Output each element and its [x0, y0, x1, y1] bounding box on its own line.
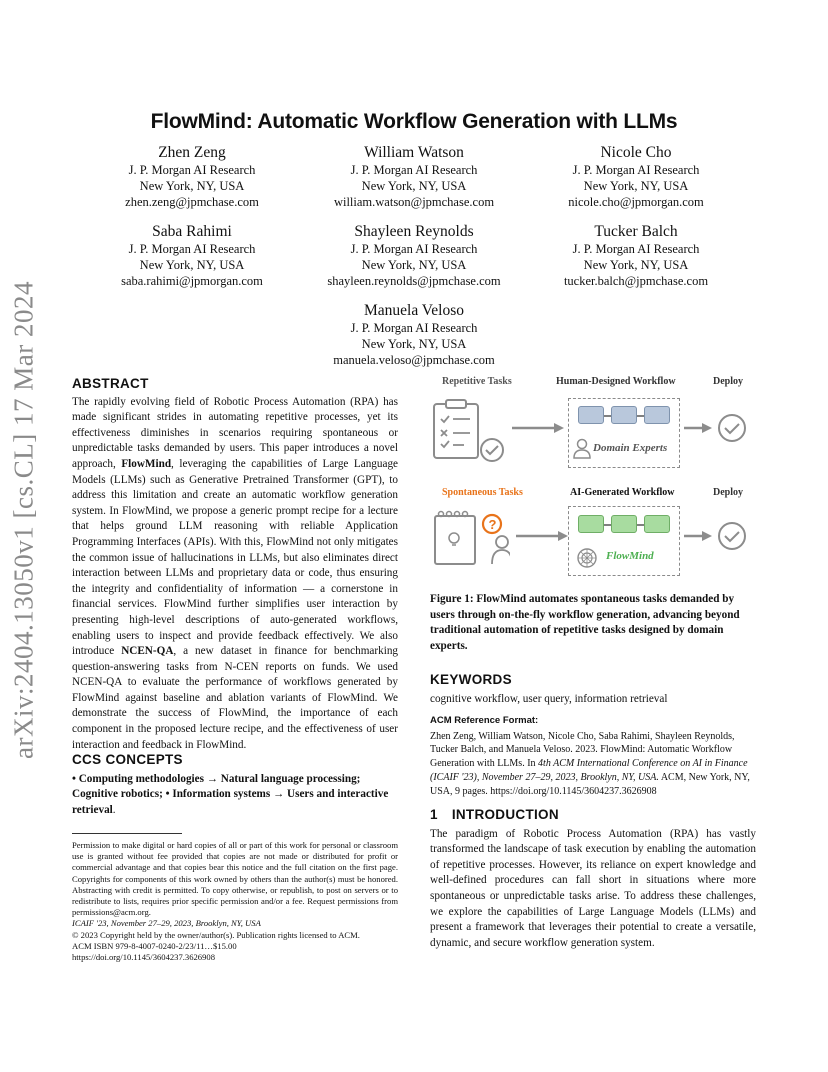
acm-reference-heading: ACM Reference Format:	[430, 715, 539, 726]
author-affiliation: J. P. Morgan AI Research	[350, 242, 478, 256]
author-block	[294, 222, 534, 289]
acm-reference-part: ACM, New York, NY, USA, 9 pages. https://doi.org/10.1145/3604237.3626908	[430, 771, 750, 797]
copyright-text: © 2023 Copyright held by the owner/author(s). Publication rights licensed to ACM.	[72, 929, 360, 940]
permission-footer	[72, 840, 398, 963]
abstract-text-part: The rapidly evolving field of Robotic Process Automation (RPA) has made significant strides in automating repetitive processes, yet its effectiveness diminishes in scenarios requiring spontaneous or unpredictable tasks demanded by users. This paper introduces a novel approach,	[72, 395, 398, 470]
label-deploy-bottom: Deploy	[713, 487, 743, 498]
arrow-right-icon	[514, 530, 570, 542]
doi-text: https://doi.org/10.1145/3604237.3626908	[72, 952, 215, 963]
author-affiliation: J. P. Morgan AI Research	[572, 163, 700, 177]
author-email: shayleen.reynolds@jpmchase.com	[327, 274, 501, 288]
paper-title: FlowMind: Automatic Workflow Generation with LLMs	[150, 110, 678, 133]
introduction-text: The paradigm of Robotic Process Automation (RPA) has vastly transformed the landscape of task execution by enabling the automation of repetitive processes. However, its reliance on expert knowledge and well-defined procedures can fall short in situations where more spontaneous or unpredictable tasks arise. To address these challenges, we explore the capabilities of Large Language Models (LLMs) and present a framework that leverages their potential to create a versatile, dynamic, and secure workflow generation system.	[430, 827, 756, 949]
ccs-text	[72, 772, 398, 819]
workflow-connectors	[578, 522, 670, 528]
acm-reference-venue: 4th ACM International Conference on AI in Finance (ICAIF '23), November 27–29, 2023, Brooklyn, NY, USA.	[430, 758, 748, 783]
label-domain-experts: Domain Experts	[593, 442, 668, 454]
author-location: New York, NY, USA	[361, 258, 467, 272]
author-block	[516, 143, 756, 210]
workflow-connectors	[578, 413, 670, 419]
author-name: William Watson	[364, 144, 464, 161]
figure-caption: Figure 1: FlowMind automates spontaneous tasks demanded by users through on-the-fly workflow generation, advancing beyond traditional automation of repetitive tasks designed by domain experts.	[430, 593, 740, 652]
acm-reference-text	[430, 730, 756, 799]
author-name: Manuela Veloso	[363, 302, 465, 319]
author-email: zhen.zeng@jpmchase.com	[125, 195, 259, 209]
author-location: New York, NY, USA	[361, 179, 467, 193]
ai-brain-icon	[576, 547, 598, 569]
author-location: New York, NY, USA	[139, 179, 245, 193]
author-block	[294, 143, 534, 210]
author-email: tucker.balch@jpmchase.com	[563, 274, 709, 288]
check-circle-icon	[716, 412, 748, 444]
author-location: New York, NY, USA	[583, 258, 689, 272]
author-block	[294, 301, 534, 368]
venue-text: ICAIF '23, November 27–29, 2023, Brooklyn, NY, USA	[72, 918, 261, 929]
abstract-heading: ABSTRACT	[72, 376, 149, 391]
permission-text: Permission to make digital or hard copies of all or part of this work for personal or classroom use is granted without fee provided that copies are not made or distributed for profit or commercial advantage and that copies bear this notice and the full citation on the first page. Copyrights for components of this work owned by others than the author(s) must be honored. Abstracting with credit is permitted. To copy otherwise, or republish, to post on servers or to redistribute to lists, requires prior specific permission and/or a fee. Request permissions from permissions@acm.org.	[72, 840, 398, 918]
ccs-end: .	[112, 803, 116, 816]
section-number: 1	[430, 807, 438, 822]
svg-text:?: ?	[488, 517, 497, 532]
introduction-section	[430, 807, 756, 951]
author-affiliation: J. P. Morgan AI Research	[128, 163, 256, 177]
checklist-clipboard-icon	[430, 398, 510, 466]
label-repetitive-tasks: Repetitive Tasks	[442, 376, 512, 387]
acm-reference-part: Zhen Zeng, William Watson, Nicole Cho, Saba Rahimi, Shayleen Reynolds, Tucker Balch, and Manuela Veloso. 2023. FlowMind: Automatic Workflow Generation with LLMs. In	[430, 730, 735, 770]
author-name: Tucker Balch	[594, 223, 678, 240]
abstract-bold-ncenqa: NCEN-QA	[121, 645, 174, 658]
abstract-section	[72, 376, 398, 753]
figure-1	[430, 372, 756, 587]
notebook-idea-user-icon	[430, 506, 510, 572]
label-flowmind: FlowMind	[606, 550, 654, 562]
abstract-text-part: , a new dataset in finance for benchmarking question-answering tasks from N-CEN reports on funds. We used NCEN-QA to evaluate the performance of workflows generated by FlowMind against baseline and ablation variants of FlowMind. We demonstrate the success of FlowMind, the importance of each component in the proposed lecture recipe, and the effectiveness of user interaction and feedback in FlowMind.	[72, 645, 399, 751]
isbn-text: ACM ISBN 979-8-4007-0240-2/23/11…$15.00	[72, 940, 237, 951]
label-human-designed-workflow: Human-Designed Workflow	[556, 376, 676, 387]
author-affiliation: J. P. Morgan AI Research	[350, 163, 478, 177]
author-affiliation: J. P. Morgan AI Research	[128, 242, 256, 256]
author-email: manuela.veloso@jpmchase.com	[333, 353, 495, 367]
check-circle-icon	[716, 520, 748, 552]
author-affiliation: J. P. Morgan AI Research	[350, 321, 478, 335]
abstract-text	[72, 395, 398, 754]
author-name: Saba Rahimi	[152, 223, 232, 240]
author-block	[72, 222, 312, 289]
author-name: Nicole Cho	[600, 144, 672, 161]
keywords-heading: KEYWORDS	[430, 672, 512, 687]
keywords-text: cognitive workflow, user query, information retrieval	[430, 692, 668, 705]
ccs-section	[72, 752, 398, 818]
author-location: New York, NY, USA	[583, 179, 689, 193]
ccs-concepts: • Computing methodologies → Natural language processing; Cognitive robotics; • Information systems → Users and interactive retrieval	[72, 772, 389, 816]
arrow-right-icon	[510, 422, 566, 434]
section-title: INTRODUCTION	[451, 807, 559, 822]
ccs-heading: CCS CONCEPTS	[72, 752, 183, 767]
author-location: New York, NY, USA	[361, 337, 467, 351]
arxiv-id: arXiv:2404.13050v1 [cs.CL] 17 Mar 2024	[8, 281, 39, 759]
author-email: nicole.cho@jpmorgan.com	[568, 195, 704, 209]
abstract-bold-flowmind: FlowMind	[121, 457, 172, 470]
abstract-text-part: , leveraging the capabilities of Large Language Models (LLMs) such as Generative Pretrained Transformer (GPT), to address this limitation and create an automatic workflow generation system. In FlowMind, we propose a generic prompt recipe for a lecture that helps ground LLM reasoning with reliable Application Programming Interfaces (APIs). With this, FlowMind not only mitigates the common issue of hallucinations in LLMs, but also eliminates direct interaction between LLMs and proprietary data or code, thus ensuring the integrity and confidentiality of information — a cornerstone in financial services. FlowMind further simplifies user interaction by presenting high-level descriptions of auto-generated workflows, enabling users to inspect and provide feedback effectively. We also introduce	[72, 457, 399, 658]
author-name: Shayleen Reynolds	[354, 223, 474, 240]
label-ai-generated-workflow: AI-Generated Workflow	[570, 487, 675, 498]
person-icon	[572, 438, 592, 460]
author-name: Zhen Zeng	[158, 144, 226, 161]
author-affiliation: J. P. Morgan AI Research	[572, 242, 700, 256]
author-email: william.watson@jpmchase.com	[333, 195, 495, 209]
author-location: New York, NY, USA	[139, 258, 245, 272]
label-deploy-top: Deploy	[713, 376, 743, 387]
arrow-right-icon	[682, 422, 714, 434]
author-block	[72, 143, 312, 210]
acm-reference-section	[430, 713, 756, 799]
author-block	[516, 222, 756, 289]
arrow-right-icon	[682, 530, 714, 542]
label-spontaneous-tasks: Spontaneous Tasks	[442, 487, 523, 498]
introduction-heading	[430, 807, 756, 823]
footnote-rule	[72, 833, 182, 834]
author-email: saba.rahimi@jpmorgan.com	[121, 274, 263, 288]
keywords-section	[430, 672, 756, 707]
